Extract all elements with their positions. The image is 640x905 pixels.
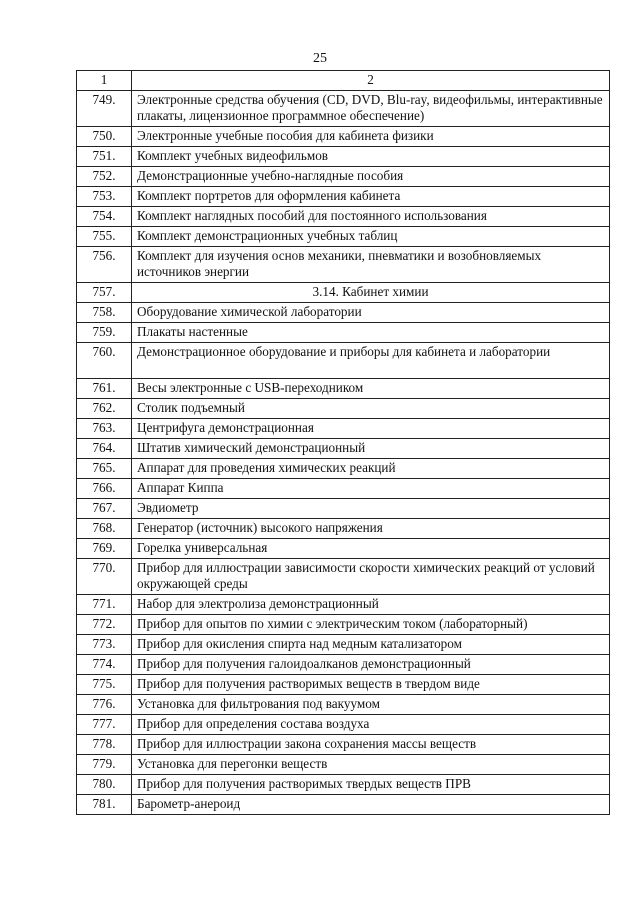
table-header-row — [77, 71, 610, 91]
row-number: 774. — [77, 655, 132, 675]
table-row — [77, 655, 610, 675]
row-number: 770. — [77, 559, 132, 595]
table-row — [77, 675, 610, 695]
row-text: Барометр-анероид — [132, 795, 610, 815]
row-text: Прибор для определения состава воздуха — [132, 715, 610, 735]
row-number: 777. — [77, 715, 132, 735]
row-text: Комплект учебных видеофильмов — [132, 147, 610, 167]
table-row — [77, 419, 610, 439]
table-row — [77, 755, 610, 775]
row-text: Аппарат Киппа — [132, 479, 610, 499]
row-number: 763. — [77, 419, 132, 439]
row-number: 753. — [77, 187, 132, 207]
row-text: Аппарат для проведения химических реакций — [132, 459, 610, 479]
row-number: 767. — [77, 499, 132, 519]
row-number: 749. — [77, 91, 132, 127]
table-row — [77, 379, 610, 399]
row-number: 773. — [77, 635, 132, 655]
row-text: Установка для перегонки веществ — [132, 755, 610, 775]
table-row — [77, 519, 610, 539]
table-row — [77, 795, 610, 815]
row-text: Весы электронные с USB-переходником — [132, 379, 610, 399]
table-row — [77, 323, 610, 343]
table-row — [77, 167, 610, 187]
row-text: Прибор для иллюстрации зависимости скорости химических реакций от условий окружающей среды — [132, 559, 610, 595]
table-row — [77, 399, 610, 419]
table-row — [77, 595, 610, 615]
row-text: Комплект демонстрационных учебных таблиц — [132, 227, 610, 247]
table-row — [77, 479, 610, 499]
table-row — [77, 635, 610, 655]
row-number: 750. — [77, 127, 132, 147]
row-text: Прибор для опытов по химии с электрическим током (лабораторный) — [132, 615, 610, 635]
row-text: Прибор для получения растворимых твердых веществ ПРВ — [132, 775, 610, 795]
row-number: 775. — [77, 675, 132, 695]
row-text: Оборудование химической лаборатории — [132, 303, 610, 323]
row-text: Плакаты настенные — [132, 323, 610, 343]
row-number: 762. — [77, 399, 132, 419]
row-number: 758. — [77, 303, 132, 323]
table-row — [77, 735, 610, 755]
table-row — [77, 715, 610, 735]
table-row — [77, 207, 610, 227]
row-number: 765. — [77, 459, 132, 479]
row-text: Столик подъемный — [132, 399, 610, 419]
table-row — [77, 343, 610, 379]
row-number: 755. — [77, 227, 132, 247]
row-text: Демонстрационное оборудование и приборы для кабинета и лаборатории — [132, 343, 610, 379]
row-text: Комплект наглядных пособий для постоянного использования — [132, 207, 610, 227]
row-number: 754. — [77, 207, 132, 227]
equipment-table — [76, 70, 610, 815]
row-text: Установка для фильтрования под вакуумом — [132, 695, 610, 715]
table-row — [77, 615, 610, 635]
row-number: 760. — [77, 343, 132, 379]
row-number: 779. — [77, 755, 132, 775]
row-text: Эвдиометр — [132, 499, 610, 519]
table-row — [77, 247, 610, 283]
table-row — [77, 499, 610, 519]
row-text: Комплект портретов для оформления кабинета — [132, 187, 610, 207]
table-row — [77, 147, 610, 167]
row-number: 764. — [77, 439, 132, 459]
table-row — [77, 539, 610, 559]
row-number: 766. — [77, 479, 132, 499]
table-row — [77, 227, 610, 247]
table-row — [77, 187, 610, 207]
row-number: 769. — [77, 539, 132, 559]
table-row — [77, 695, 610, 715]
table-row — [77, 303, 610, 323]
row-text: Электронные средства обучения (CD, DVD, Blu-ray, видеофильмы, интерактивные плакаты, лицензионное программное обеспечение) — [132, 91, 610, 127]
row-text: Комплект для изучения основ механики, пневматики и возобновляемых источников энергии — [132, 247, 610, 283]
row-number: 778. — [77, 735, 132, 755]
row-text: Центрифуга демонстрационная — [132, 419, 610, 439]
row-text: Прибор для иллюстрации закона сохранения массы веществ — [132, 735, 610, 755]
column-header-1: 1 — [77, 71, 132, 91]
row-text: Прибор для получения галоидоалканов демонстрационный — [132, 655, 610, 675]
row-text: Горелка универсальная — [132, 539, 610, 559]
row-number: 752. — [77, 167, 132, 187]
column-header-2: 2 — [132, 71, 610, 91]
row-number: 768. — [77, 519, 132, 539]
table-row — [77, 91, 610, 127]
row-number: 761. — [77, 379, 132, 399]
row-text: Прибор для окисления спирта над медным катализатором — [132, 635, 610, 655]
row-text: Прибор для получения растворимых веществ в твердом виде — [132, 675, 610, 695]
row-text: Генератор (источник) высокого напряжения — [132, 519, 610, 539]
page-number: 25 — [313, 51, 327, 66]
section-row — [77, 283, 610, 303]
section-heading: 3.14. Кабинет химии — [132, 283, 610, 303]
table-row — [77, 439, 610, 459]
table-row — [77, 775, 610, 795]
row-number: 776. — [77, 695, 132, 715]
row-number: 757. — [77, 283, 132, 303]
table-row — [77, 559, 610, 595]
row-text: Штатив химический демонстрационный — [132, 439, 610, 459]
table-row — [77, 127, 610, 147]
row-number: 756. — [77, 247, 132, 283]
row-number: 772. — [77, 615, 132, 635]
row-number: 781. — [77, 795, 132, 815]
row-number: 751. — [77, 147, 132, 167]
row-text: Набор для электролиза демонстрационный — [132, 595, 610, 615]
row-text: Демонстрационные учебно-наглядные пособия — [132, 167, 610, 187]
row-number: 771. — [77, 595, 132, 615]
row-number: 780. — [77, 775, 132, 795]
row-number: 759. — [77, 323, 132, 343]
row-text: Электронные учебные пособия для кабинета физики — [132, 127, 610, 147]
table-row — [77, 459, 610, 479]
